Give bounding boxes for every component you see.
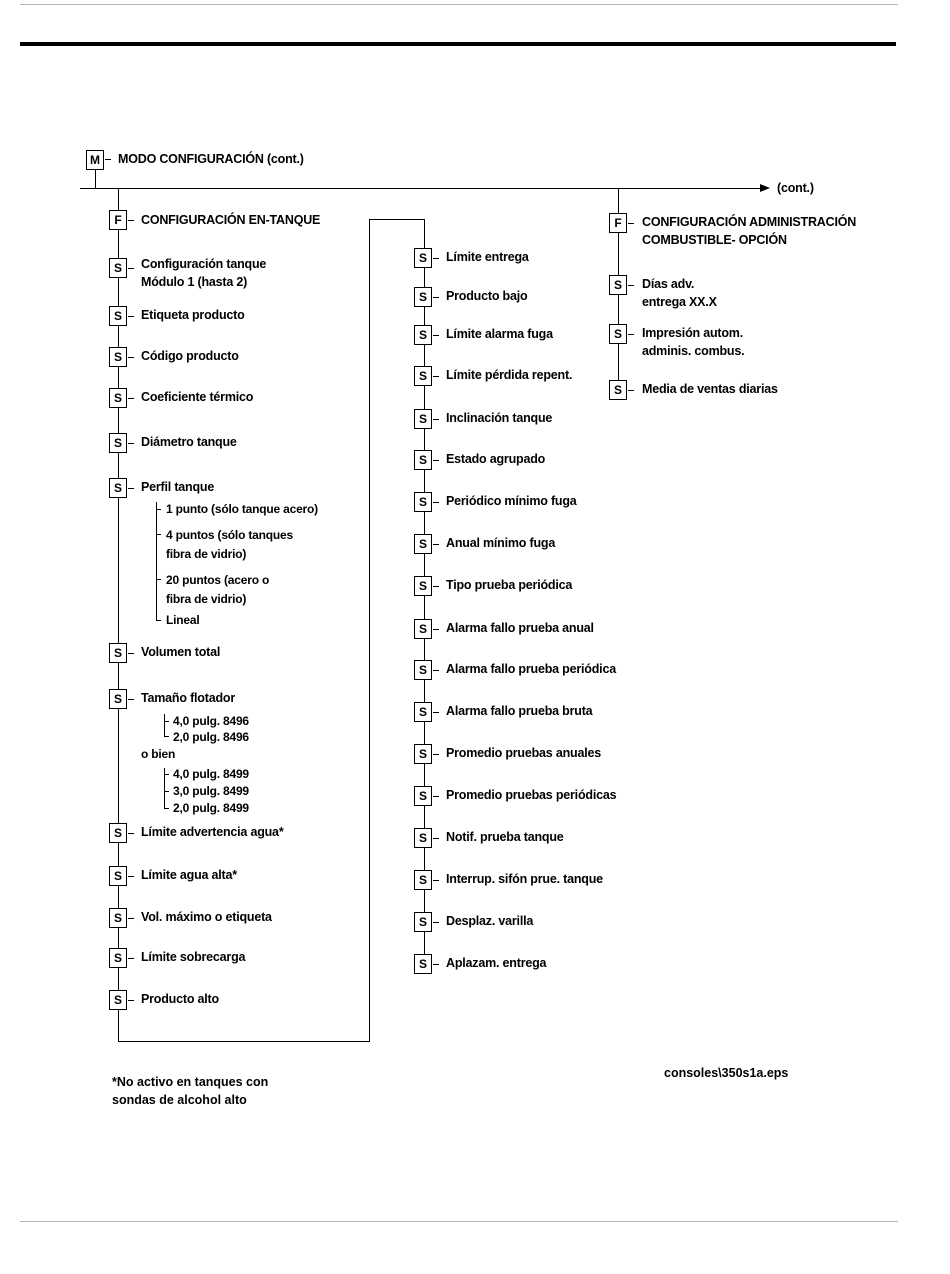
mode-box: M [86,150,104,170]
col1-item-box: S [109,823,127,843]
flotador-tick [164,721,169,722]
item-line: entrega XX.X [642,295,717,309]
item-dash [128,443,134,444]
col2-item-box: S [414,534,432,554]
col1-header-dash [128,220,134,221]
col3-item-box: S [609,275,627,295]
col1-item-vol-maximo: Vol. máximo o etiqueta [141,910,272,924]
col1-item-volumen-total: Volumen total [141,645,221,659]
col2-item-box: S [414,287,432,307]
col2-item-label: Desplaz. varilla [446,914,534,928]
col1-item-limite-advertencia-agua: Límite advertencia agua* [141,825,284,839]
col2-item-label: Producto bajo [446,289,528,303]
col3-item-box: S [609,380,627,400]
perfil-option: 20 puntos (acero o [166,573,270,587]
loop-riser-line [369,219,370,1042]
item-dash [433,670,439,671]
item-dash [433,335,439,336]
footnote [112,1073,268,1109]
flotador-option: 2,0 pulg. 8499 [173,801,249,815]
col2-item-box: S [414,702,432,722]
col1-item-perfil-tanque: Perfil tanque [141,480,215,494]
col2-item-box: S [414,828,432,848]
arrow-right-icon [760,184,770,192]
item-dash [433,419,439,420]
mode-stem [95,170,96,188]
col2-item-box: S [414,492,432,512]
col1-item-box: S [109,643,127,663]
col3-item-impresion-autom [642,324,744,360]
perfil-bracket [156,502,157,620]
flotador-option: 2,0 pulg. 8496 [173,730,249,744]
mode-title: MODO CONFIGURACIÓN (cont.) [118,152,304,166]
col2-item-label: Tipo prueba periódica [446,578,573,592]
item-dash [128,268,134,269]
col2-item-label: Estado agrupado [446,452,546,466]
col1-item-limite-sobrecarga: Límite sobrecarga [141,950,246,964]
item-dash [433,964,439,965]
col2-item-label: Promedio pruebas periódicas [446,788,617,802]
col3-header-label [642,213,856,249]
item-dash [433,502,439,503]
cont-label: (cont.) [777,181,814,195]
item-dash [128,488,134,489]
col1-item-coeficiente-termico: Coeficiente térmico [141,390,254,404]
col2-item-label: Límite entrega [446,250,529,264]
col2-item-label: Alarma fallo prueba periódica [446,662,616,676]
perfil-option: 4 puntos (sólo tanques [166,528,293,542]
col2-item-label: Inclinación tanque [446,411,553,425]
col2-item-box: S [414,954,432,974]
header-rule [20,42,896,46]
header-line: COMBUSTIBLE- OPCIÓN [642,233,787,247]
item-dash [433,880,439,881]
item-dash [128,876,134,877]
col1-item-etiqueta-producto: Etiqueta producto [141,308,245,322]
item-dash [128,958,134,959]
item-line: adminis. combus. [642,344,745,358]
col2-item-label: Interrup. sifón prue. tanque [446,872,603,886]
col1-item-producto-alto: Producto alto [141,992,219,1006]
loop-top-line [369,219,424,220]
flotador-bracket-a [164,714,165,736]
perfil-option: fibra de vidrio) [166,547,247,561]
col2-item-box: S [414,619,432,639]
item-dash [128,653,134,654]
perfil-option: 1 punto (sólo tanque acero) [166,502,318,516]
footnote-line: *No activo en tanques con [112,1075,269,1089]
item-dash [433,460,439,461]
col1-item-box: S [109,908,127,928]
flotador-tick [164,808,169,809]
loop-bottom-line [118,1041,369,1042]
item-dash [433,922,439,923]
col1-item-box: S [109,347,127,367]
item-line: Módulo 1 (hasta 2) [141,275,248,289]
col1-item-config-tanque [141,255,266,291]
flotador-tick [164,791,169,792]
col2-item-box: S [414,912,432,932]
perfil-tick [156,620,161,621]
col2-item-box: S [414,660,432,680]
col1-item-codigo-producto: Código producto [141,349,239,363]
col1-item-box: S [109,388,127,408]
col2-item-label: Anual mínimo fuga [446,536,556,550]
col3-item-dias-adv [642,275,717,311]
col1-item-box: S [109,258,127,278]
col2-item-label: Alarma fallo prueba anual [446,621,594,635]
col1-item-box: S [109,866,127,886]
col1-item-diametro-tanque: Diámetro tanque [141,435,237,449]
col2-item-label: Alarma fallo prueba bruta [446,704,593,718]
col2-item-box: S [414,366,432,386]
item-dash [433,258,439,259]
perfil-tick [156,534,161,535]
flotador-or: o bien [141,747,176,761]
col3-item-media-ventas: Media de ventas diarias [642,382,778,396]
flotador-tick [164,736,169,737]
item-dash [433,754,439,755]
col1-item-limite-agua-alta: Límite agua alta* [141,868,237,882]
item-dash [628,334,634,335]
mode-dash [105,159,111,160]
col3-header-box: F [609,213,627,233]
col2-item-label: Límite alarma fuga [446,327,553,341]
col2-item-box: S [414,325,432,345]
col2-item-box: S [414,450,432,470]
col2-item-box: S [414,409,432,429]
col2-item-box: S [414,870,432,890]
col1-item-box: S [109,433,127,453]
col1-header-box: F [109,210,127,230]
col2-item-box: S [414,248,432,268]
main-flow-line [80,188,760,189]
item-dash [128,833,134,834]
item-dash [433,586,439,587]
col1-header-label: CONFIGURACIÓN EN-TANQUE [141,213,321,227]
item-line: Configuración tanque [141,257,267,271]
footnote-line: sondas de alcohol alto [112,1093,247,1107]
col2-item-box: S [414,786,432,806]
item-line: Impresión autom. [642,326,743,340]
figure-filename: consoles\350s1a.eps [664,1066,789,1080]
col3-header-dash [628,223,634,224]
col1-item-box: S [109,990,127,1010]
item-dash [128,699,134,700]
flotador-option: 4,0 pulg. 8499 [173,767,249,781]
item-dash [433,796,439,797]
item-line: Días adv. [642,277,695,291]
item-dash [433,297,439,298]
col2-item-label: Límite pérdida repent. [446,368,573,382]
item-dash [433,376,439,377]
item-dash [128,316,134,317]
perfil-option: Lineal [166,613,200,627]
bottom-rule [20,1221,898,1222]
item-dash [128,918,134,919]
flotador-option: 3,0 pulg. 8499 [173,784,249,798]
col2-item-box: S [414,576,432,596]
header-line: CONFIGURACIÓN ADMINISTRACIÓN [642,215,857,229]
top-rule [20,4,898,5]
col2-item-label: Promedio pruebas anuales [446,746,601,760]
col1-item-box: S [109,689,127,709]
col3-item-box: S [609,324,627,344]
item-dash [433,712,439,713]
col1-item-box: S [109,478,127,498]
col2-item-label: Aplazam. entrega [446,956,547,970]
item-dash [628,390,634,391]
col1-item-box: S [109,306,127,326]
perfil-tick [156,509,161,510]
item-dash [433,629,439,630]
item-dash [128,398,134,399]
item-dash [433,544,439,545]
flotador-option: 4,0 pulg. 8496 [173,714,249,728]
item-dash [433,838,439,839]
perfil-tick [156,579,161,580]
col1-item-tamano-flotador: Tamaño flotador [141,691,235,705]
item-dash [628,285,634,286]
item-dash [128,1000,134,1001]
flotador-tick [164,774,169,775]
col1-item-box: S [109,948,127,968]
col2-item-label: Notif. prueba tanque [446,830,564,844]
col2-item-label: Periódico mínimo fuga [446,494,577,508]
perfil-option: fibra de vidrio) [166,592,247,606]
col2-item-box: S [414,744,432,764]
item-dash [128,357,134,358]
